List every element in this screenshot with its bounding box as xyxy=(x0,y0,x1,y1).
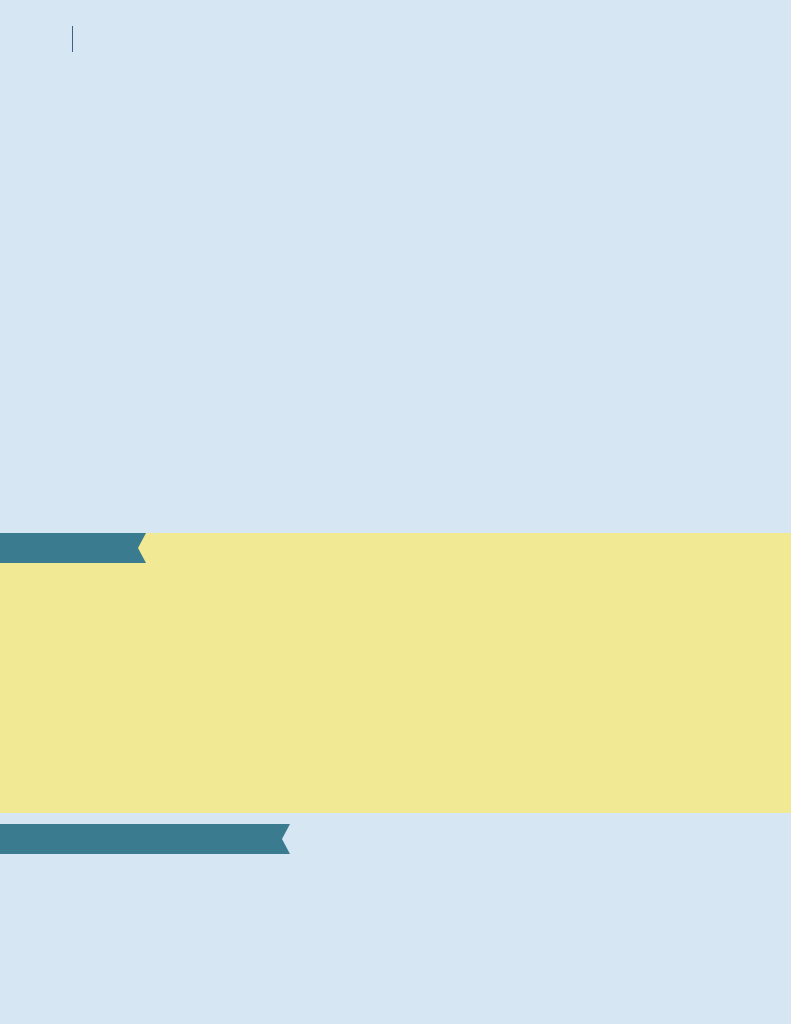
visitors-heading xyxy=(0,824,290,854)
leave-section-background xyxy=(0,533,791,813)
leave-heading xyxy=(0,533,146,563)
page-header xyxy=(66,26,79,52)
header-divider xyxy=(72,26,73,52)
